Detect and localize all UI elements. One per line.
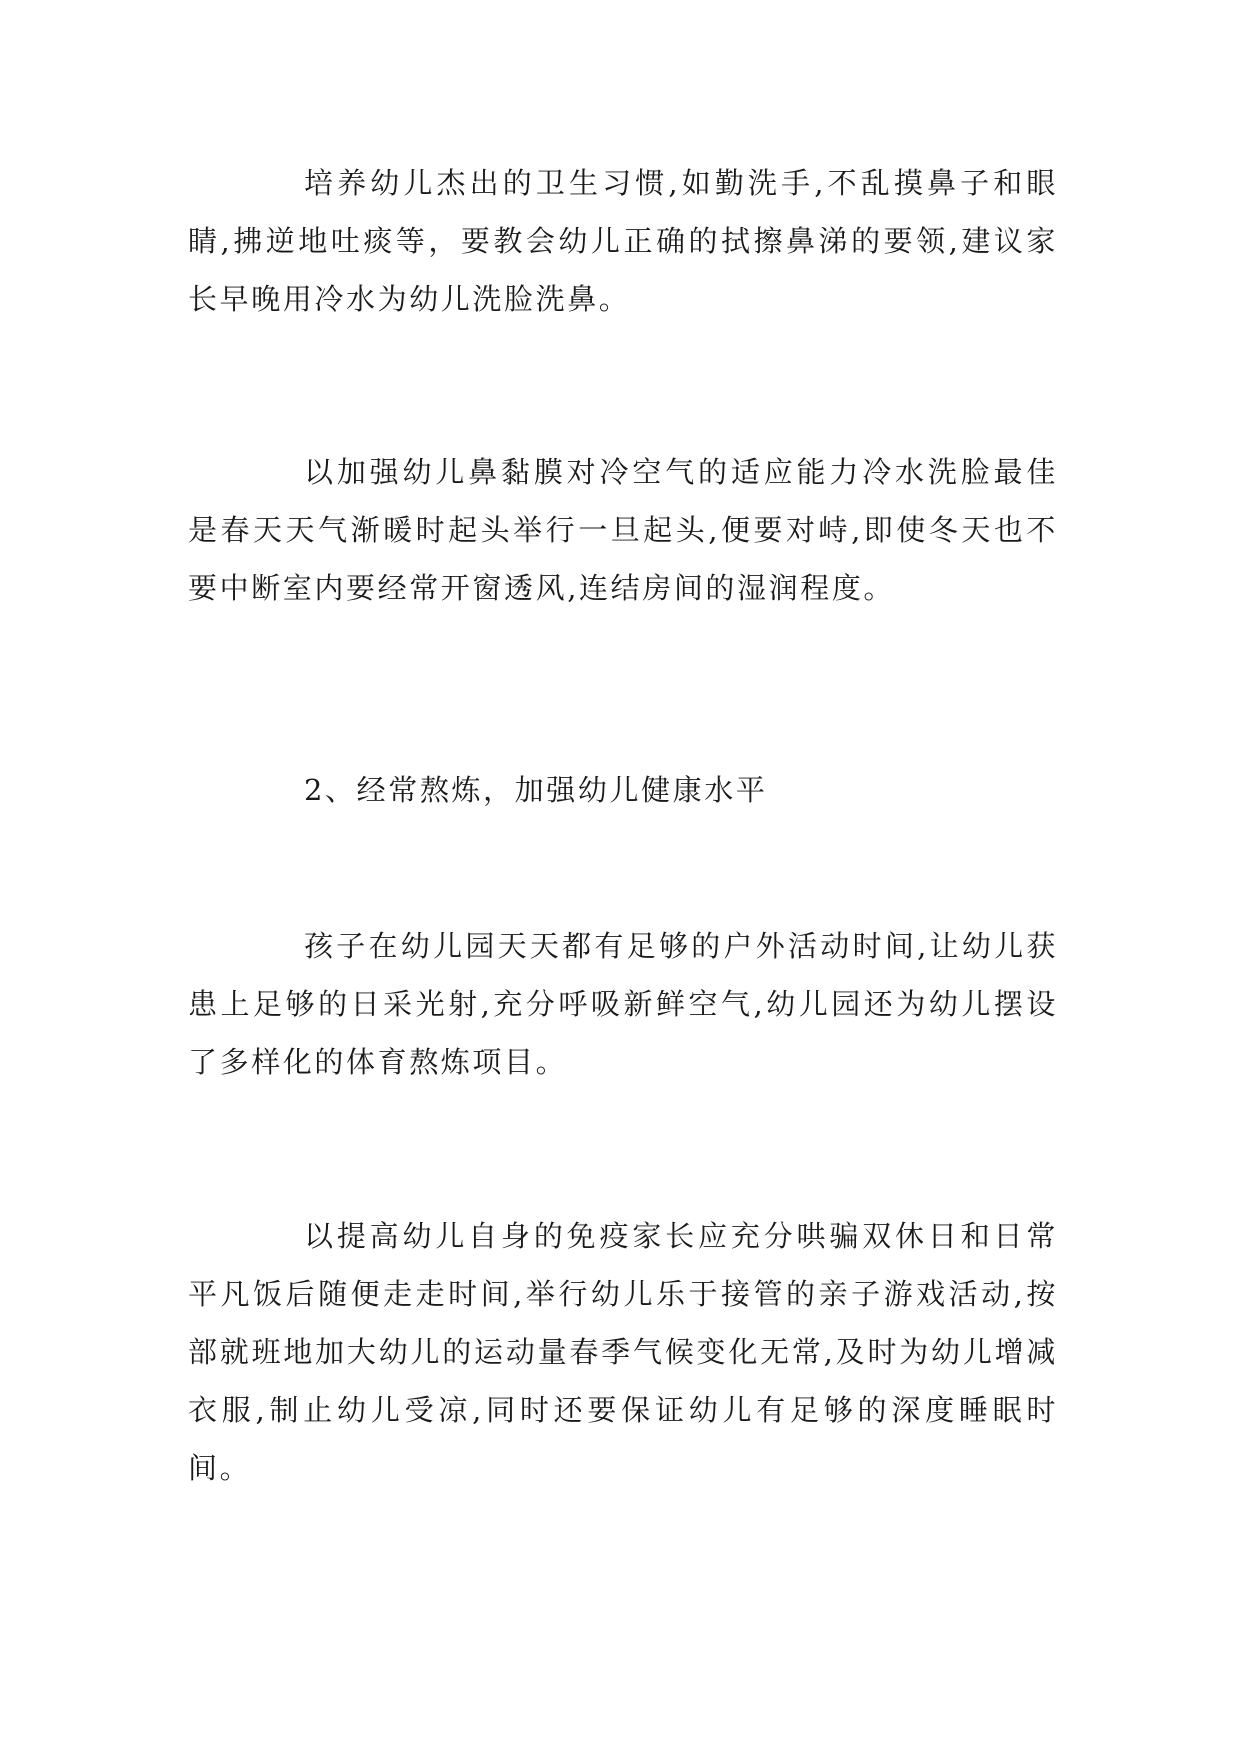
paragraph-family-exercise: 以提高幼儿自身的免疫家长应充分哄骗双休日和日常平凡饭后随便走走时间,举行幼儿乐于接管的亲子游戏活动,按部就班地加大幼儿的运动量春季气候变化无常,及时为幼儿增减衣服,制止幼儿受凉,同时还要保证幼儿有足够的深度睡眠时间。 [188, 1219, 1058, 1485]
paragraph-cold-water-washing: 以加强幼儿鼻黏膜对冷空气的适应能力冷水洗脸最佳是春天天气渐暖时起头举行一旦起头,便要对峙,即使冬天也不要中断室内要经常开窗透风,连结房间的湿润程度。 [188, 455, 1058, 605]
paragraph-outdoor-activity: 孩子在幼儿园天天都有足够的户外活动时间,让幼儿获患上足够的日采光射,充分呼吸新鲜空气,幼儿园还为幼儿摆设了多样化的体育熬炼项目。 [188, 929, 1058, 1079]
paragraph-hygiene-habits: 培养幼儿杰出的卫生习惯,如勤洗手,不乱摸鼻子和眼睛,拂逆地吐痰等，要教会幼儿正确的拭擦鼻涕的要领,建议家长早晚用冷水为幼儿洗脸洗鼻。 [188, 166, 1058, 316]
section-heading-exercise: 2、经常熬炼，加强幼儿健康水平 [304, 773, 768, 807]
